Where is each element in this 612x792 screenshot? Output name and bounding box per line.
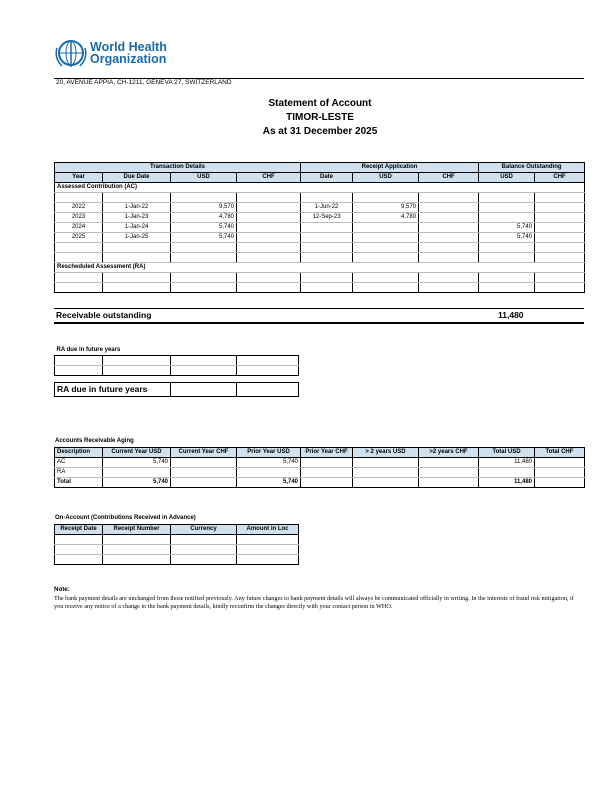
- cell: [419, 223, 479, 233]
- group-receipt-application: Receipt Application: [301, 163, 479, 173]
- cell: [103, 468, 171, 478]
- cell: [419, 203, 479, 213]
- cell: 5,740: [103, 458, 171, 468]
- col-header: >2 years CHF: [419, 448, 479, 458]
- cell: [353, 478, 419, 488]
- cell: 4,780: [171, 213, 237, 223]
- table-row: [55, 233, 585, 243]
- cell: 1-Jan-24: [103, 223, 171, 233]
- cell: [171, 478, 237, 488]
- cell: [535, 213, 585, 223]
- col-header: Currency: [171, 525, 237, 535]
- cell: [171, 458, 237, 468]
- col-header: Total CHF: [535, 448, 585, 458]
- aging-header-row: [55, 448, 585, 458]
- ra-future-summary: [54, 382, 299, 397]
- col-header: CHF: [419, 173, 479, 183]
- table-row: [55, 203, 585, 213]
- col-header: USD: [479, 173, 535, 183]
- cell: [237, 233, 301, 243]
- cell: [419, 458, 479, 468]
- cell: [479, 468, 535, 478]
- section-ra-label: Rescheduled Assessment (RA): [55, 263, 585, 273]
- cell: [353, 468, 419, 478]
- cell: Total: [55, 478, 103, 488]
- cell: 2023: [55, 213, 103, 223]
- col-header: > 2 years USD: [353, 448, 419, 458]
- col-header: Description: [55, 448, 103, 458]
- statement-header-row: [55, 173, 585, 183]
- table-row: [55, 223, 585, 233]
- cell: [535, 458, 585, 468]
- cell: [479, 203, 535, 213]
- cell: [237, 203, 301, 213]
- receivable-label: Receivable outstanding: [56, 310, 152, 320]
- section-ac-label: Assessed Contribution (AC): [55, 183, 585, 193]
- group-balance-outstanding: Balance Outstanding: [479, 163, 585, 173]
- address: 20, AVENUE APPIA, CH-1211, GENEVA 27, SWITZERLAND: [56, 79, 232, 86]
- cell: [301, 478, 353, 488]
- col-header: Due Date: [103, 173, 171, 183]
- cell: [535, 478, 585, 488]
- note-label: Note:: [54, 586, 70, 593]
- cell: 9,570: [353, 203, 419, 213]
- who-logo: [54, 38, 174, 70]
- table-row: [55, 458, 585, 468]
- cell: [535, 233, 585, 243]
- cell: AC: [55, 458, 103, 468]
- cell: 5,740: [103, 478, 171, 488]
- cell: 5,740: [237, 458, 301, 468]
- cell: 1-Jan-22: [103, 203, 171, 213]
- col-header: Date: [301, 173, 353, 183]
- cell: 1-Jan-23: [103, 213, 171, 223]
- note: [54, 586, 574, 612]
- table-row: [55, 468, 585, 478]
- cell: [301, 468, 353, 478]
- cell: [353, 233, 419, 243]
- col-header: CHF: [535, 173, 585, 183]
- cell: 5,740: [237, 478, 301, 488]
- note-text: The bank payment details are unchanged from those notified previously. Any future changes to bank payment details will always be communicated officially in writing. In the interests of fraud risk mitigation, if you receive any notice of a change to the bank payment details, kindly reconfirm the changes directly with your contact person in WHO.: [54, 594, 574, 610]
- cell: [419, 478, 479, 488]
- ra-future-big-label: RA due in future years: [55, 383, 171, 397]
- on-account-title: On-Account (Contributions Received in Advance): [55, 515, 196, 521]
- cell: 2024: [55, 223, 103, 233]
- cell: 11,480: [479, 478, 535, 488]
- ra-future-table: [54, 346, 299, 376]
- cell: 5,740: [479, 233, 535, 243]
- col-header: USD: [171, 173, 237, 183]
- cell: [237, 213, 301, 223]
- cell: 5,740: [171, 233, 237, 243]
- cell: [419, 233, 479, 243]
- cell: [353, 458, 419, 468]
- cell: [301, 223, 353, 233]
- cell: [419, 468, 479, 478]
- cell: [237, 468, 301, 478]
- cell: 5,740: [479, 223, 535, 233]
- cell: 5,740: [171, 223, 237, 233]
- table-row: [55, 213, 585, 223]
- title-country: TIMOR-LESTE: [286, 112, 354, 123]
- receivable-outstanding-row: [54, 308, 584, 324]
- cell: [419, 213, 479, 223]
- cell: RA: [55, 468, 103, 478]
- who-emblem-icon: [54, 38, 88, 70]
- cell: [479, 213, 535, 223]
- statement-table: [54, 162, 585, 293]
- org-name: [90, 41, 167, 65]
- aging-table: [54, 447, 585, 488]
- cell: [353, 223, 419, 233]
- col-header: Year: [55, 173, 103, 183]
- cell: 2025: [55, 233, 103, 243]
- ra-future-small-label: RA due in future years: [55, 346, 299, 356]
- cell: 9,570: [171, 203, 237, 213]
- cell: [301, 233, 353, 243]
- on-account-header-row: [55, 525, 299, 535]
- cell: [171, 468, 237, 478]
- aging-title: Accounts Receivable Aging: [55, 438, 134, 444]
- cell: 12-Sep-23: [301, 213, 353, 223]
- org-name-line2: Organization: [90, 52, 167, 66]
- col-header: CHF: [237, 173, 301, 183]
- col-header: Current Year CHF: [171, 448, 237, 458]
- cell: [237, 223, 301, 233]
- receivable-value: 11,480: [498, 310, 524, 320]
- cell: 1-Jan-25: [103, 233, 171, 243]
- col-header: Receipt Date: [55, 525, 103, 535]
- col-header: Current Year USD: [103, 448, 171, 458]
- cell: [535, 223, 585, 233]
- on-account-table: [54, 524, 299, 565]
- cell: 4,780: [353, 213, 419, 223]
- cell: 2022: [55, 203, 103, 213]
- cell: 1-Jun-22: [301, 203, 353, 213]
- title-date: As at 31 December 2025: [262, 126, 378, 137]
- col-header: Prior Year USD: [237, 448, 301, 458]
- cell: [535, 468, 585, 478]
- col-header: Receipt Number: [103, 525, 171, 535]
- cell: [535, 203, 585, 213]
- aging-total-row: [55, 478, 585, 488]
- cell: [301, 458, 353, 468]
- org-name-line1: World Health: [90, 40, 167, 54]
- title-line1: Statement of Account: [268, 98, 372, 109]
- group-transaction-details: Transaction Details: [55, 163, 301, 173]
- col-header: Total USD: [479, 448, 535, 458]
- statement-title: [0, 97, 612, 139]
- col-header: Amount in Loc: [237, 525, 299, 535]
- col-header: USD: [353, 173, 419, 183]
- cell: 11,480: [479, 458, 535, 468]
- col-header: Prior Year CHF: [301, 448, 353, 458]
